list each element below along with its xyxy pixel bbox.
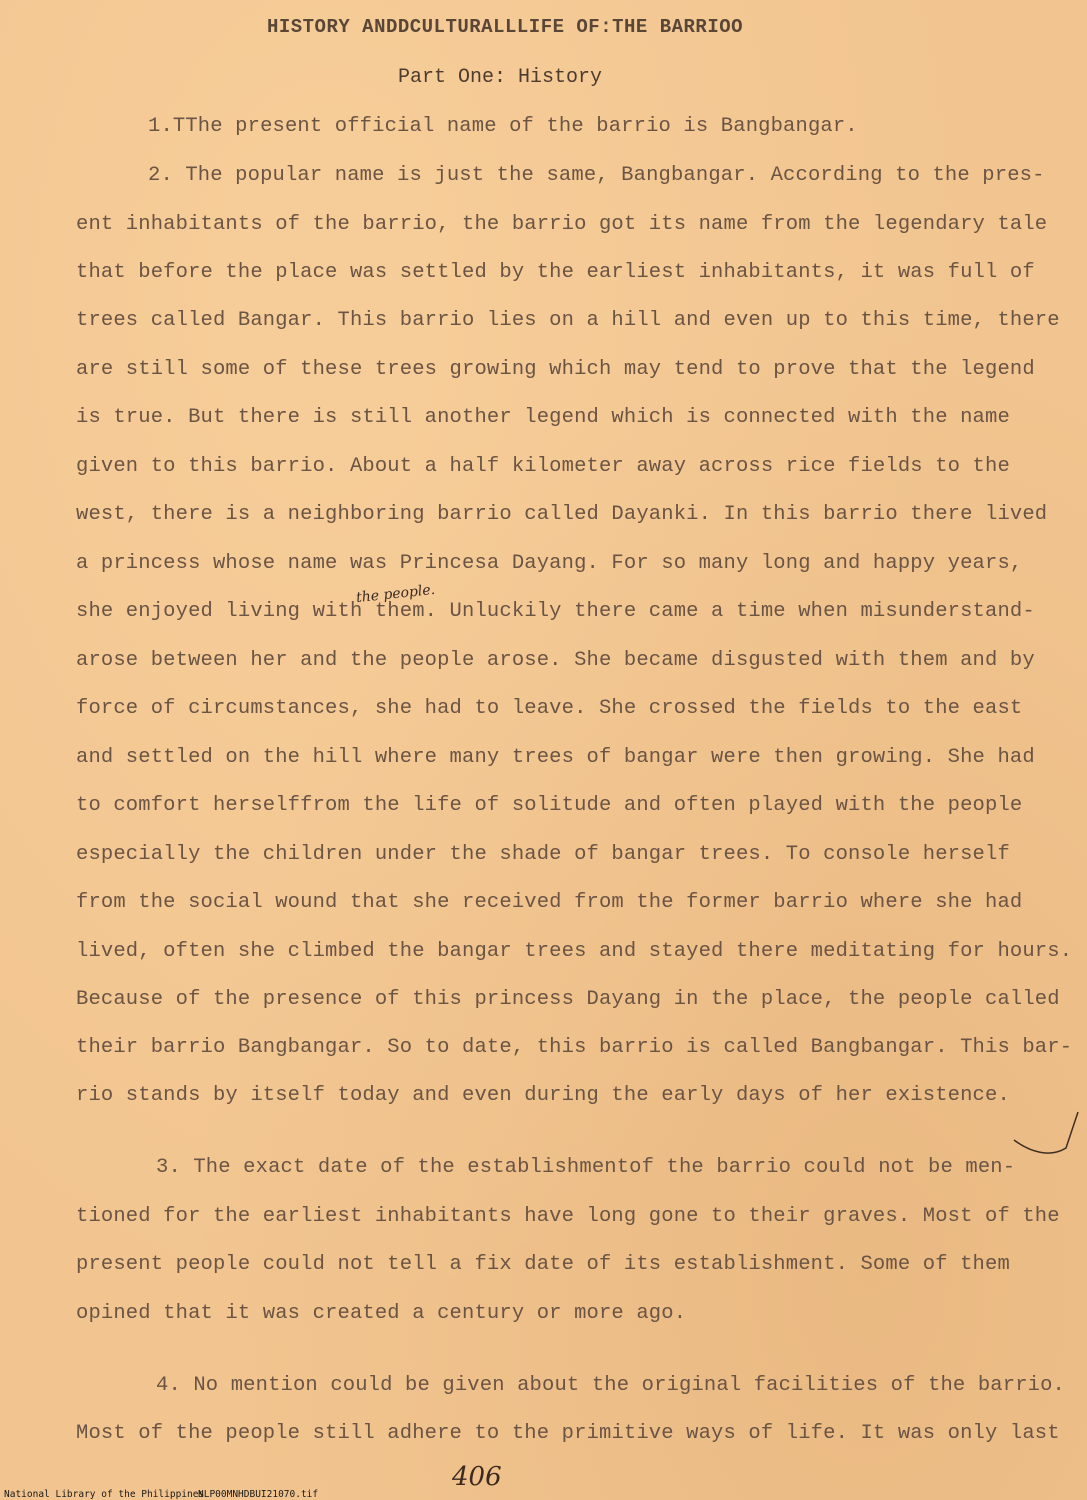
text-line: especially the children under the shade of bangar trees. To console herself	[76, 843, 1010, 866]
check-mark-icon	[1010, 1108, 1086, 1168]
text-line: from the social wound that she received from the former barrio where she had	[76, 891, 1023, 914]
file-name: NLP00MNHDBUI21070.tif	[198, 1489, 319, 1500]
text-line: given to this barrio. About a half kilometer away across rice fields to the	[76, 455, 1010, 478]
text-line: force of circumstances, she had to leave. She crossed the fields to the east	[76, 697, 1023, 720]
page-number: 406	[452, 1462, 502, 1492]
text-line: 3. The exact date of the establishmentof the barrio could not be men-	[156, 1156, 1016, 1179]
text-line: that before the place was settled by the earliest inhabitants, it was full of	[76, 261, 1035, 284]
text-line: 1.TThe present official name of the barrio is Bangbangar.	[148, 115, 858, 138]
handwritten-note: the people.	[355, 581, 436, 607]
document-subtitle: Part One: History	[397, 66, 603, 89]
text-line: to comfort herselffrom the life of solitude and often played with the people	[76, 794, 1023, 817]
text-line: Most of the people still adhere to the primitive ways of life. It was only last	[76, 1422, 1060, 1445]
text-line: ent inhabitants of the barrio, the barrio got its name from the legendary tale	[76, 213, 1048, 236]
text-line: is true. But there is still another legend which is connected with the name	[76, 406, 1010, 429]
text-line: a princess whose name was Princesa Dayang. For so many long and happy years,	[76, 552, 1023, 575]
text-line: are still some of these trees growing which may tend to prove that the legend	[76, 358, 1035, 381]
text-line: their barrio Bangbangar. So to date, this barrio is called Bangbangar. This bar-	[76, 1036, 1073, 1059]
text-line: 4. No mention could be given about the original facilities of the barrio.	[156, 1374, 1065, 1397]
text-line: west, there is a neighboring barrio called Dayanki. In this barrio there lived	[76, 503, 1048, 526]
text-line: tioned for the earliest inhabitants have long gone to their graves. Most of the	[76, 1205, 1060, 1228]
text-line: Because of the presence of this princess Dayang in the place, the people called	[76, 988, 1060, 1011]
text-line: arose between her and the people arose. She became disgusted with them and by	[76, 649, 1035, 672]
library-credit: National Library of the Philippines	[4, 1489, 205, 1500]
text-line: present people could not tell a fix date of its establishment. Some of them	[76, 1253, 1010, 1276]
text-line: lived, often she climbed the bangar trees and stayed there meditating for hours.	[76, 940, 1073, 963]
text-line: she enjoyed living with them. Unluckily there came a time when misunderstand-	[76, 600, 1035, 623]
text-line: 2. The popular name is just the same, Bangbangar. According to the pres-	[148, 164, 1045, 187]
text-line: and settled on the hill where many trees of bangar were then growing. She had	[76, 746, 1035, 769]
text-line: trees called Bangar. This barrio lies on a hill and even up to this time, there	[76, 309, 1060, 332]
text-line: opined that it was created a century or more ago.	[76, 1302, 687, 1325]
document-title: HISTORY ANDDCULTURALLLIFE OF:THE BARRIOO	[266, 16, 744, 38]
text-line: rio stands by itself today and even during the early days of her existence.	[76, 1084, 1010, 1107]
